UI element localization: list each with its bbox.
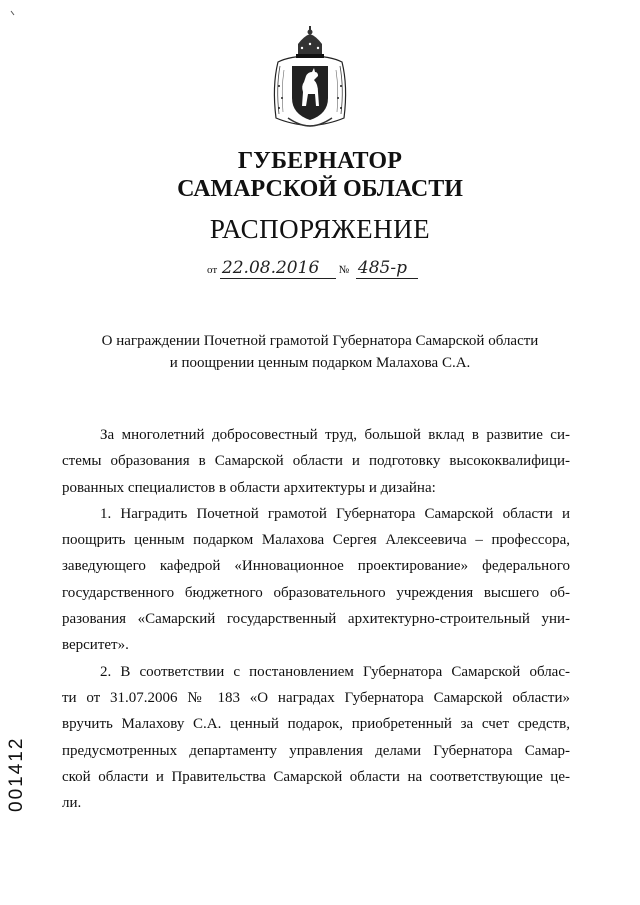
body-line: вручить Малахову С.А. ценный подарок, приобретенный за счет средств,: [62, 716, 570, 733]
body-line: государственного бюджетного образовательного учреждения высшего об-: [62, 584, 570, 601]
body-line: стемы образования в Самарской области и подготовку высококвалифици-: [62, 453, 570, 470]
issuer-title-line2: САМАРСКОЙ ОБЛАСТИ: [177, 176, 463, 202]
body-line: За многолетний добросовестный труд, большой вклад в развитие си-: [100, 427, 570, 443]
body-line: ли.: [62, 795, 82, 812]
document-number: 485-р: [356, 258, 418, 279]
number-label: №: [338, 264, 350, 276]
body-line: рованных специалистов в области архитектуры и дизайна:: [62, 479, 436, 496]
subject-line: и поощрении ценным подарком Малахова С.А.: [169, 355, 471, 371]
date-from-label: от: [207, 264, 218, 276]
item-1-paragraph: [62, 501, 570, 659]
body-line: ти от 31.07.2006 № 183 «О наградах Губернатора Самарской области»: [62, 689, 570, 706]
document-subject: [0, 330, 640, 374]
body-line: предусмотренных департаменту управления делами Губернатора Самар-: [62, 742, 570, 759]
body-line: заведующего кафедрой «Инновационное проектирование» федерального: [62, 558, 570, 575]
samara-region-coat-of-arms-icon: [270, 26, 350, 130]
document-body: [62, 422, 570, 816]
document-date: 22.08.2016: [220, 258, 336, 279]
document-type-title: РАСПОРЯЖЕНИЕ: [209, 214, 431, 244]
body-line: верситет».: [62, 637, 129, 654]
subject-line: О награждении Почетной грамотой Губернатора Самарской области: [101, 333, 539, 349]
item-2-paragraph: [62, 659, 570, 817]
body-line: ской области и Правительства Самарской области на соответствующие це-: [62, 768, 570, 785]
body-line: разования «Самарский государственный архитектурно-строительный уни-: [62, 611, 570, 628]
intro-paragraph: [62, 422, 570, 501]
scan-mark-icon: [10, 10, 18, 18]
body-line: 2. В соответствии с постановлением Губернатора Самарской облас-: [100, 663, 570, 680]
date-number-line: [207, 258, 418, 281]
body-line: 1. Наградить Почетной грамотой Губернатора Самарской области и: [100, 505, 570, 522]
side-serial-number: 001412: [6, 736, 27, 812]
issuer-title-line1: ГУБЕРНАТОР: [237, 148, 403, 174]
body-line: поощрить ценным подарком Малахова Сергея Алексеевича – профессора,: [62, 532, 570, 549]
